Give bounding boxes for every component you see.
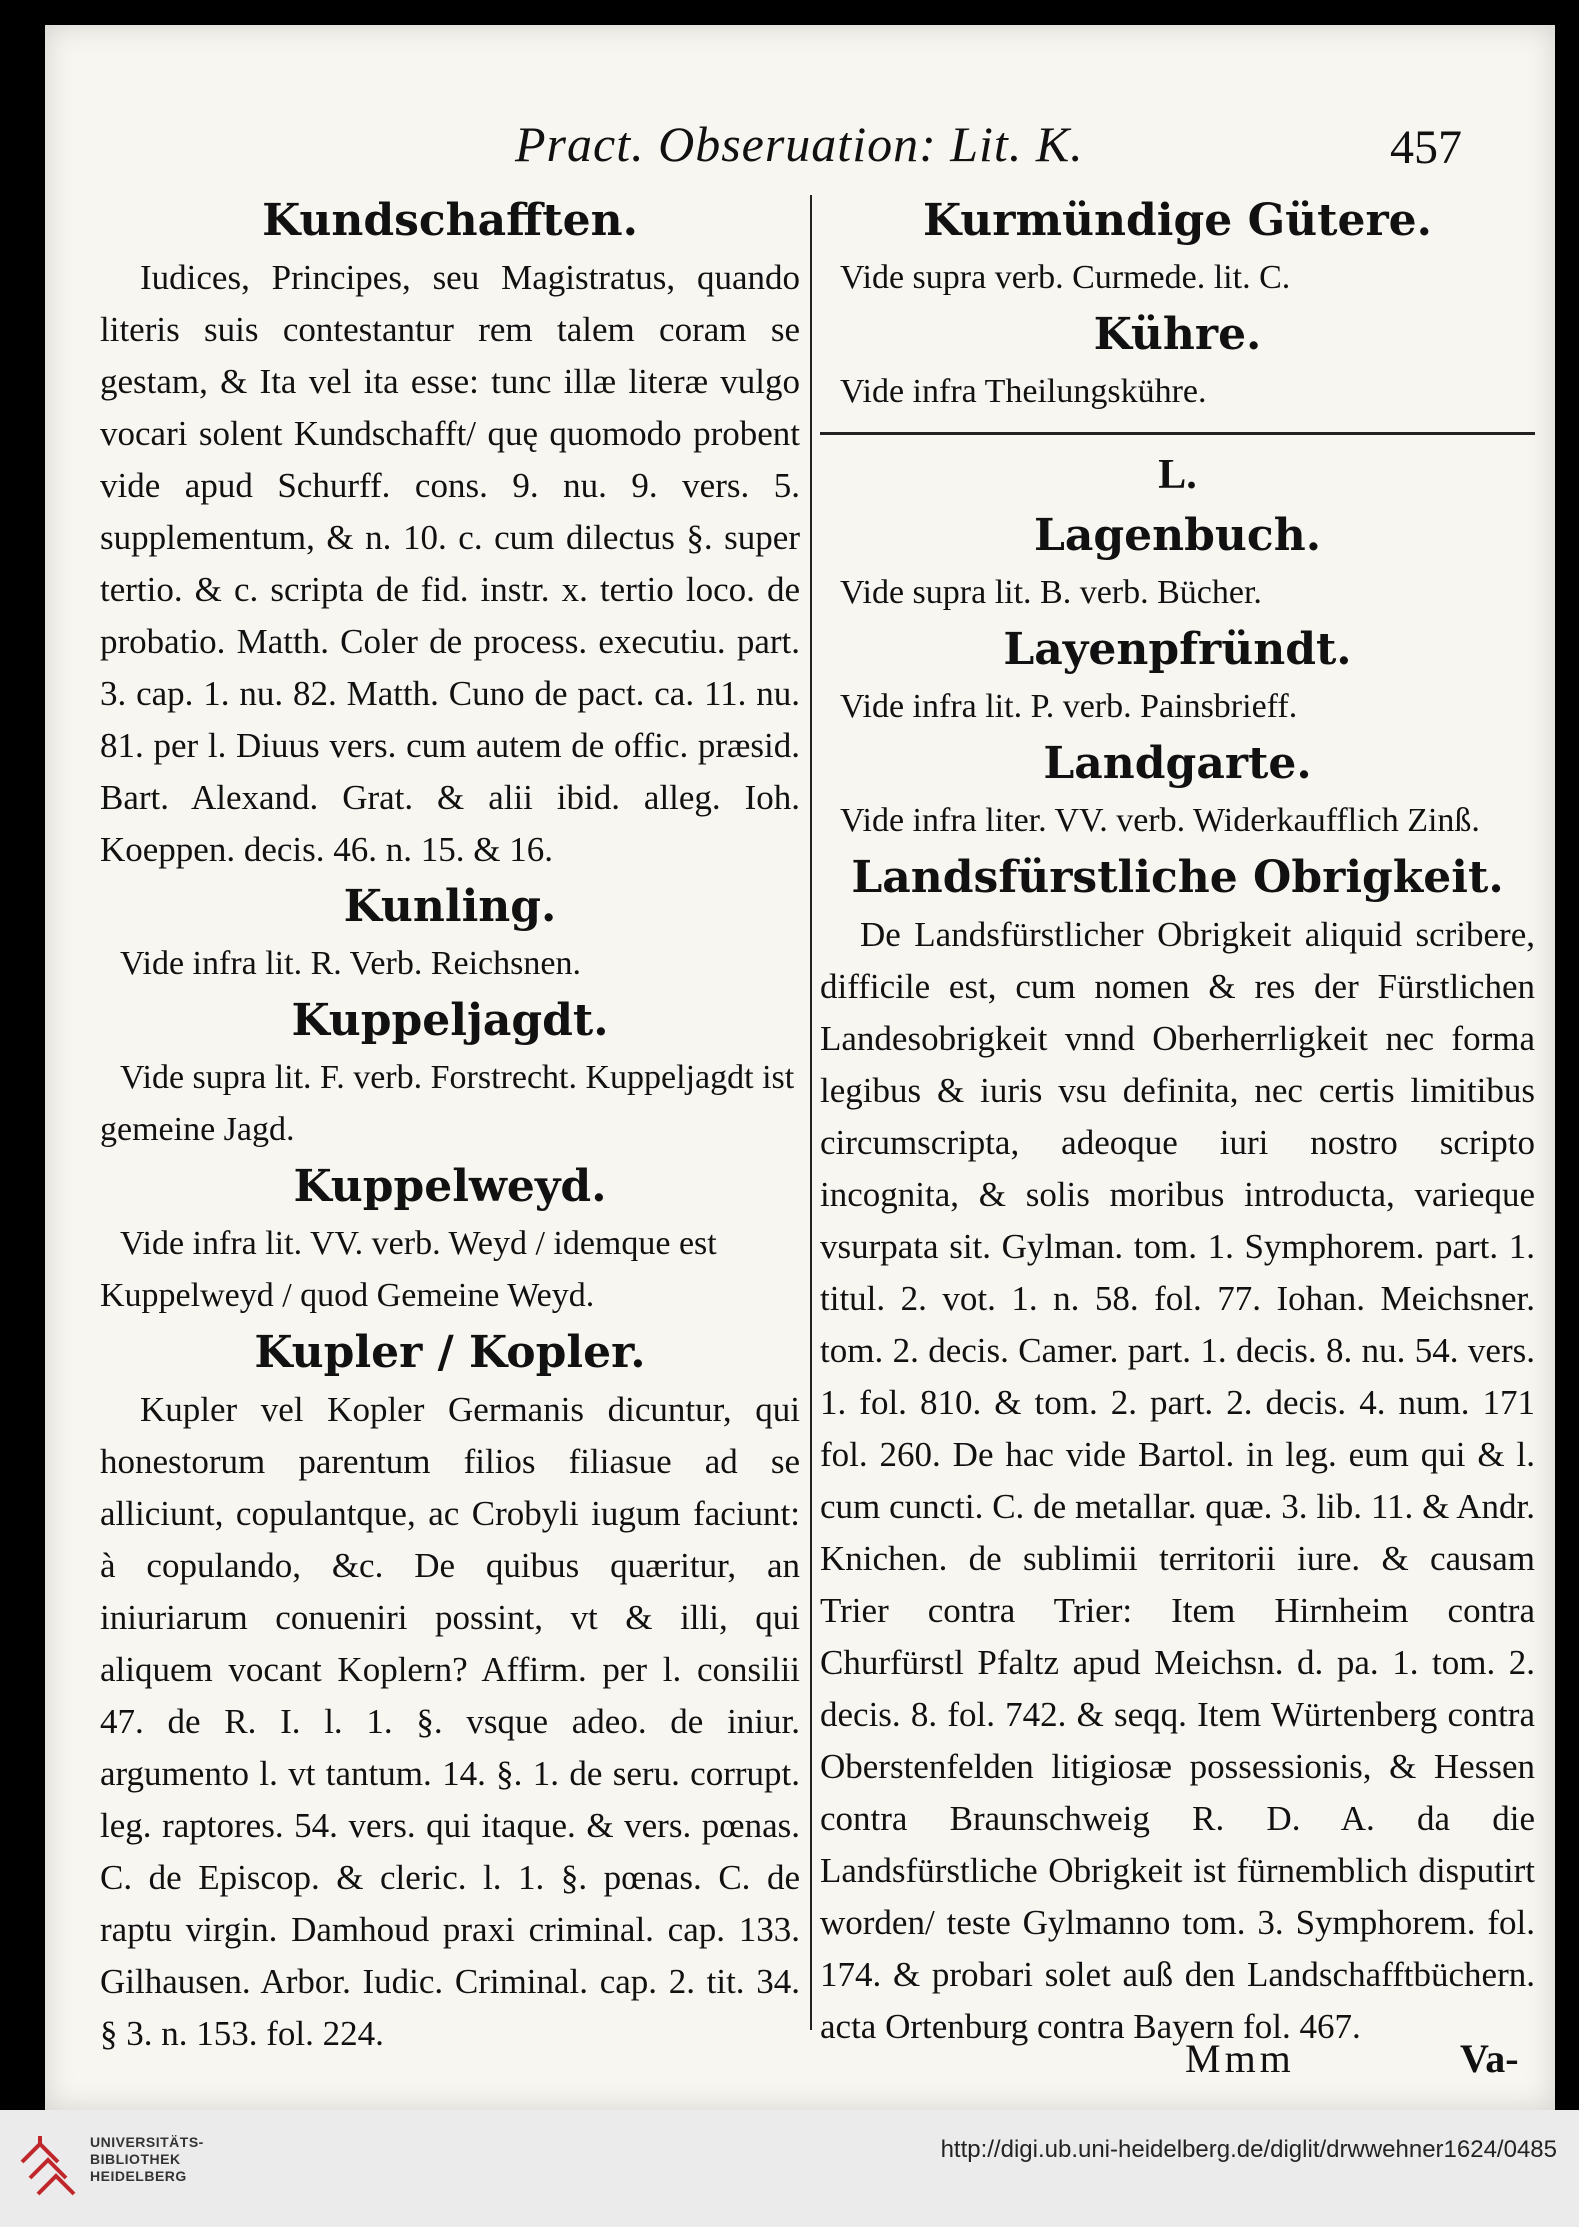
entry-cross-reference: Vide infra lit. R. Verb. Reichsnen. — [120, 945, 581, 982]
entry-heading: Landsfürstliche Obrigkeit. — [851, 852, 1504, 903]
entry-body: Kupler vel Kopler Germanis dicuntur, qui honestorum parentum filios filiasue ad se alliciunt, copulantque, ac Crobyli iugum faciunt: à copulando, &c. De quibus quæritur, an iniuriarum conueniri possint, vt & illi, qui aliquem vocant Koplern? Affirm. per l. consilii 47. de R. I. l. 1. §. vsque adeo. de iniur. argumento l. vt tantum. 14. §. 1. de seru. corrupt. leg. raptores. 54. vers. qui itaque. & vers. pœnas. C. de Episcop. & cleric. l. 1. §. pœnas. C. de raptu virgin. Damhoud praxi criminal. cap. 133. Gilhausen. Arbor. Iudic. Criminal. cap. 2. tit. 34. § 3. n. 153. fol. 224. — [100, 1390, 800, 2053]
entry-cross-reference: Vide infra lit. VV. verb. Weyd / idemque est Kuppelweyd / quod Gemeine Weyd. — [100, 1225, 717, 1314]
entry-cross-reference: Vide supra verb. Curmede. lit. C. — [840, 259, 1291, 296]
entry-body: Iudices, Principes, seu Magistratus, quando literis suis contestantur rem talem coram se gestam, & Ita vel ita esse: tunc illæ literæ vulgo vocari solent Kundschafft/ quę quomodo probent vide apud Schurff. cons. 9. nu. 9. vers. 5. supplementum, & n. 10. c. cum dilectus §. super tertio. & c. scripta de fid. instr. x. tertio loco. de probatio. Matth. Coler de process. executiu. part. 3. cap. 1. nu. 82. Matth. Cuno de pact. ca. 11. nu. 81. per l. Diuus vers. cum autem de offic. præsid. Bart. Alexand. Grat. & alii ibid. alleg. Ioh. Koeppen. decis. 46. n. 15. & 16. — [100, 258, 800, 869]
right-column — [820, 190, 1535, 2053]
entry-landgarte — [820, 733, 1535, 847]
entry-heading: Layenpfründt. — [1003, 624, 1352, 675]
entry-kuehre — [820, 304, 1535, 418]
entry-body: De Landsfürstlicher Obrigkeit aliquid scribere, difficile est, cum nomen & res der Fürstlichen Landesobrigkeit vnnd Oberherrligkeit nec forma legibus & iuris vsu definita, nec certis limitibus circumscripta, adeoque iuri nostro scripto incognita, & solis moribus introducta, varieque vsurpata sit. Gylman. tom. 1. Symphorem. part. 1. titul. 2. vot. 1. n. 58. fol. 77. Iohan. Meichsner. tom. 2. decis. Camer. part. 1. decis. 8. nu. 54. vers. 1. fol. 810. & tom. 2. part. 2. decis. 4. num. 171 fol. 260. De hac vide Bartol. in leg. eum qui & l. cum cuncti. C. de metallar. quæ. 3. lib. 11. & Andr. Knichen. de sublimii territorii iure. & causam Trier contra Trier: Item Hirnheim contra Churfürstl Pfaltz apud Meichsn. d. pa. 1. tom. 2. decis. 8. fol. 742. & seqq. Item Würtenberg contra Oberstenfelden litigiosæ possessionis, & Hessen contra Braunschweig R. D. A. da die Landsfürstliche Obrigkeit ist fürnemblich disputirt worden/ teste Gylmanno tom. 3. Symphorem. fol. 174. & probari solet auß den Landschafftbüchern. acta Ortenburg contra Bayern fol. 467. — [820, 915, 1535, 2046]
entry-heading: Lagenbuch. — [1033, 510, 1322, 561]
entry-kuppeljagdt — [100, 990, 800, 1156]
entry-heading: Kuppeljagdt. — [291, 995, 609, 1046]
section-letter: L. — [1158, 452, 1197, 498]
entry-heading: Landgarte. — [1043, 738, 1312, 789]
viewer-footer — [0, 2110, 1579, 2227]
running-head: Pract. Obseruation: Lit. K. — [515, 116, 1084, 172]
signature-mark: Mmm — [1185, 2036, 1295, 2081]
entry-heading: Kuppelweyd. — [293, 1161, 607, 1212]
entry-cross-reference: Vide infra liter. VV. verb. Widerkaufflich Zinß. — [840, 802, 1480, 839]
library-name — [90, 2134, 204, 2185]
catchword: Va- — [1460, 2036, 1519, 2081]
entry-heading: Kühre. — [1093, 309, 1262, 360]
library-name-line: HEIDELBERG — [90, 2168, 187, 2184]
entry-cross-reference: Vide supra lit. F. verb. Forstrecht. Kuppeljagdt ist gemeine Jagd. — [100, 1059, 795, 1148]
entry-lagenbuch — [820, 505, 1535, 619]
entry-cross-reference: Vide infra Theilungskühre. — [840, 373, 1207, 410]
entry-kurmuendige-guetere — [820, 190, 1535, 304]
entry-layenpfruendt — [820, 619, 1535, 733]
entry-kuppelweyd — [100, 1156, 800, 1322]
entry-heading: Kundschafften. — [262, 195, 638, 246]
library-name-line: BIBLIOTHEK — [90, 2151, 181, 2167]
section-rule — [820, 432, 1535, 435]
library-logo-icon — [18, 2132, 78, 2198]
entry-heading: Kurmündige Gütere. — [923, 195, 1432, 246]
scanned-page — [45, 25, 1555, 2110]
column-divider — [810, 195, 812, 2030]
entry-kunling — [100, 876, 800, 990]
entry-kupler — [100, 1322, 800, 2060]
entry-cross-reference: Vide infra lit. P. verb. Painsbrieff. — [840, 688, 1298, 725]
left-column — [100, 190, 800, 2060]
permalink-url[interactable]: http://digi.ub.uni-heidelberg.de/diglit/drwwehner1624/0485 — [940, 2136, 1557, 2163]
entry-heading: Kupler / Kopler. — [254, 1327, 646, 1378]
entry-heading: Kunling. — [343, 881, 557, 932]
entry-cross-reference: Vide supra lit. B. verb. Bücher. — [840, 574, 1262, 611]
page-number: 457 — [1390, 121, 1462, 174]
entry-kundschafften — [100, 190, 800, 876]
library-name-line: UNIVERSITÄTS- — [90, 2134, 204, 2150]
entry-landsfuerstliche-obrigkeit — [820, 847, 1535, 2053]
